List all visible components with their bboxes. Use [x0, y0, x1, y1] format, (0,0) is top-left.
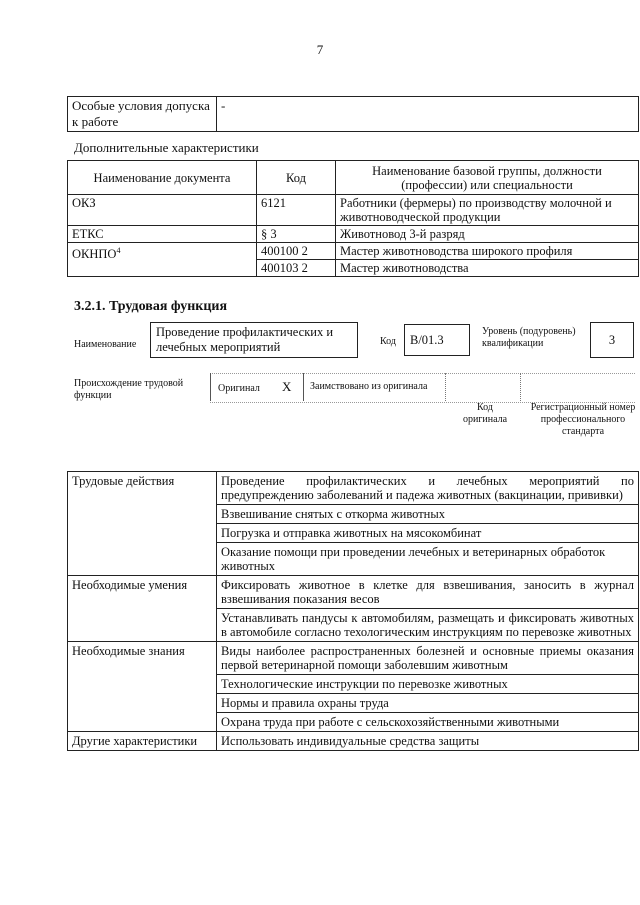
additional-table: [67, 160, 639, 277]
origin-divider: [210, 373, 211, 401]
special-conditions-table: [67, 96, 639, 132]
detail-item: Фиксировать животное в клетке для взвешивания, заносить в журнал взвешивания показания весов: [217, 576, 639, 609]
special-conditions-label: Особые условия допуска к работе: [68, 97, 217, 132]
reg-caption: Регистрационный номер профессионального стандарта: [530, 402, 636, 437]
cell-doc-text: ОКНПО: [72, 247, 117, 262]
code-caption: Код оригинала: [462, 402, 508, 425]
origin-label: Происхождение трудовой функции: [74, 378, 184, 401]
header-code: Код: [257, 161, 336, 195]
cell-code: § 3: [257, 226, 336, 243]
table-row: [68, 243, 639, 260]
cell-code: 6121: [257, 195, 336, 226]
detail-label: Необходимые умения: [68, 576, 217, 642]
detail-item: Погрузка и отправка животных на мясокомбинат: [217, 524, 639, 543]
details-table: [67, 471, 639, 751]
origin-divider: [520, 373, 521, 401]
cell-code: 400103 2: [257, 260, 336, 277]
origin-divider: [303, 373, 304, 401]
detail-item: Технологические инструкции по перевозке животных: [217, 675, 639, 694]
header-group: Наименование базовой группы, должности (профессии) или специальности: [336, 161, 639, 195]
table-row: [68, 642, 639, 675]
table-row: [68, 576, 639, 609]
table-row: [68, 226, 639, 243]
detail-item: Использовать индивидуальные средства защиты: [217, 732, 639, 751]
name-label: Наименование: [74, 339, 137, 350]
detail-item: Проведение профилактических и лечебных мероприятий по предупреждению заболеваний и падежа животных (вакцинации, прививки): [217, 472, 639, 505]
level-box: 3: [590, 322, 634, 358]
cell-group: Мастер животноводства: [336, 260, 639, 277]
cell-doc: [68, 243, 257, 277]
table-row: [68, 732, 639, 751]
cell-doc: ЕТКС: [68, 226, 257, 243]
page-number: 7: [316, 42, 324, 57]
special-conditions-value: -: [217, 97, 639, 132]
function-title: 3.2.1. Трудовая функция: [74, 299, 228, 314]
cell-doc: ОКЗ: [68, 195, 257, 226]
origin-divider: [445, 373, 446, 401]
detail-item: Оказание помощи при проведении лечебных и ветеринарных обработок животных: [217, 543, 639, 576]
original-mark: X: [282, 379, 292, 394]
additional-title: Дополнительные характеристики: [74, 140, 259, 155]
footnote-mark: 4: [116, 246, 121, 255]
cell-group: Работники (фермеры) по производству молочной и животноводческой продукции: [336, 195, 639, 226]
function-code-box: B/01.3: [404, 324, 470, 356]
detail-item: Взвешивание снятых с откорма животных: [217, 505, 639, 524]
detail-label: Необходимые знания: [68, 642, 217, 732]
original-label: Оригинал: [218, 383, 260, 394]
detail-item: Виды наиболее распространенных болезней и основные приемы оказания первой ветеринарной помощи заболевшим животным: [217, 642, 639, 675]
level-label: Уровень (подуровень) квалификации: [482, 326, 576, 349]
detail-item: Устанавливать пандусы к автомобилям, размещать и фиксировать животных в автомобиле согласно техологическим инструкциям по перевозке животных: [217, 609, 639, 642]
detail-item: Нормы и правила охраны труда: [217, 694, 639, 713]
function-name-box: Проведение профилактических и лечебных мероприятий: [150, 322, 358, 358]
cell-group: Животновод 3-й разряд: [336, 226, 639, 243]
table-row: [68, 472, 639, 505]
code-label: Код: [380, 336, 396, 347]
detail-label: Другие характеристики: [68, 732, 217, 751]
header-doc: Наименование документа: [68, 161, 257, 195]
cell-code: 400100 2: [257, 243, 336, 260]
detail-item: Охрана труда при работе с сельскохозяйственными животными: [217, 713, 639, 732]
cell-group: Мастер животноводства широкого профиля: [336, 243, 639, 260]
table-row: [68, 195, 639, 226]
borrowed-label: Заимствовано из оригинала: [310, 381, 428, 392]
detail-label: Трудовые действия: [68, 472, 217, 576]
